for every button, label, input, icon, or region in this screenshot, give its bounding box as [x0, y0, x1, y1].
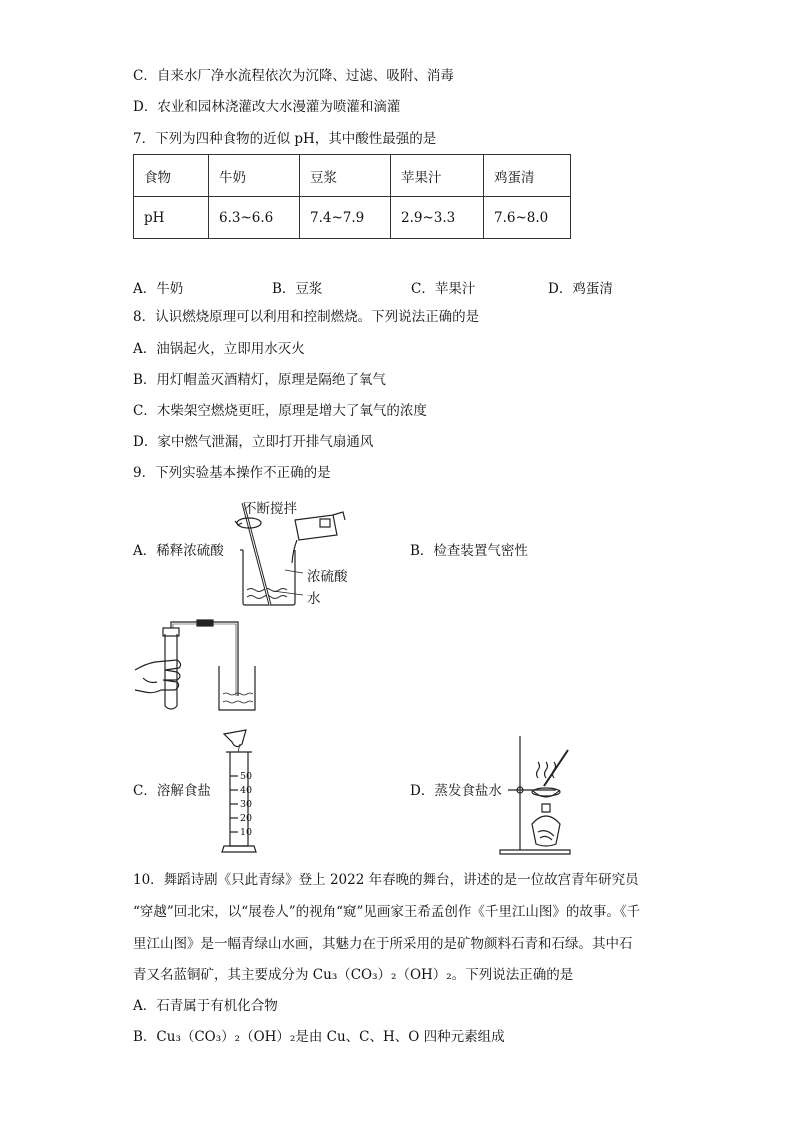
q9-option-b: B．检查装置气密性 [410, 543, 528, 559]
cylinder-figure [212, 728, 272, 860]
airtight-check-diagram [133, 618, 273, 713]
q6-option-d: D．农业和园林浇灌改大水漫灌为喷灌和滴灌 [133, 99, 401, 115]
q6-option-c: C．自来水厂净水流程依次为沉降、过滤、吸附、消毒 [133, 68, 454, 84]
mark-10: 10 [240, 827, 253, 838]
q7-stem: 7．下列为四种食物的近似 pH，其中酸性最强的是 [133, 131, 437, 147]
acid-label: 浓硫酸 [307, 569, 348, 585]
q8-option-d: D．家中燃气泄漏，立即打开排气扇通风 [133, 434, 374, 450]
mark-50: 50 [240, 771, 253, 782]
table-cell: 7.6~8.0 [484, 197, 571, 239]
table-cell: 6.3~6.6 [209, 197, 300, 239]
q7-option-d: D．鸡蛋清 [548, 281, 613, 297]
q9-stem: 9．下列实验基本操作不正确的是 [133, 465, 331, 481]
q10-stem-line1: 10．舞蹈诗剧《只此青绿》登上 2022 年春晚的舞台，讲述的是一位故宫青年研究员 [133, 872, 639, 888]
airtight-check-figure [133, 618, 273, 713]
evaporation-diagram [498, 732, 578, 860]
q10-stem-line3: 里江山图》是一幅青绿山水画，其魅力在于所采用的是矿物颜料石青和石绿。其中石 [133, 936, 633, 952]
table-cell: 7.4~7.9 [300, 197, 391, 239]
q8-stem: 8．认识燃烧原理可以利用和控制燃烧。下列说法正确的是 [133, 309, 480, 325]
q8-option-a: A．油锅起火，立即用水灭火 [133, 341, 305, 357]
table-cell: 鸡蛋清 [484, 155, 571, 197]
q10-option-a: A．石青属于有机化合物 [133, 998, 278, 1014]
water-label: 水 [307, 591, 321, 607]
stir-label: 不断搅拌 [243, 501, 297, 517]
evaporation-figure [498, 732, 578, 860]
q8-option-c: C．木柴架空燃烧更旺，原理是增大了氧气的浓度 [133, 403, 427, 419]
table-cell: 牛奶 [209, 155, 300, 197]
dilute-acid-figure [225, 495, 375, 610]
q7-option-b: B．豆浆 [272, 281, 323, 297]
table-cell: pH [134, 197, 209, 239]
ph-table [133, 154, 571, 239]
cylinder-marks [240, 770, 252, 840]
q9-option-c: C．溶解食盐 [133, 783, 211, 799]
table-cell: 2.9~3.3 [391, 197, 484, 239]
table-cell: 食物 [134, 155, 209, 197]
table-cell: 豆浆 [300, 155, 391, 197]
table-cell: 苹果汁 [391, 155, 484, 197]
mark-20: 20 [240, 813, 253, 824]
mark-40: 40 [240, 785, 253, 796]
q10-stem-line2: “穿越”回北宋，以“展卷人”的视角“窥”见画家王希孟创作《千里江山图》的故事。《千 [133, 904, 641, 920]
table-row [134, 197, 571, 239]
q7-option-a: A．牛奶 [133, 281, 184, 297]
q10-stem-line4: 青又名蓝铜矿，其主要成分为 Cu₃（CO₃）₂（OH）₂。下列说法正确的是 [133, 967, 574, 983]
mark-30: 30 [240, 799, 253, 810]
q9-option-a: A．稀释浓硫酸 [133, 543, 224, 559]
q10-option-b: B．Cu₃（CO₃）₂（OH）₂是由 Cu、C、H、O 四种元素组成 [133, 1029, 505, 1045]
q7-option-c: C．苹果汁 [411, 281, 476, 297]
q9-option-d: D．蒸发食盐水 [410, 783, 502, 799]
table-row [134, 155, 571, 197]
q8-option-b: B．用灯帽盖灭酒精灯，原理是隔绝了氧气 [133, 372, 386, 388]
